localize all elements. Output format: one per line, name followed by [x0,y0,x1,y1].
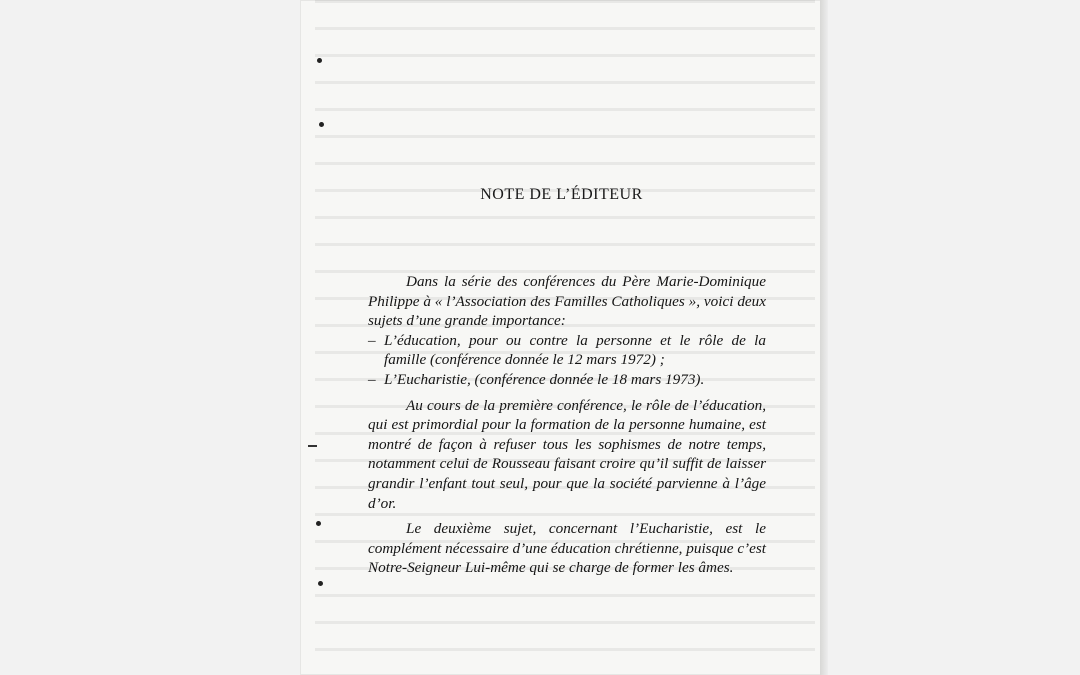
dash-marker: – [368,331,376,349]
paragraph-eucharist: Le deuxième sujet, concernant l’Eucharistie, est le complément nécessaire d’une éducation chrétienne, puisque c’est Notre-Seigneur Lui-même qui se charge de former les âmes. [368,520,766,577]
dash-marker: – [368,370,376,388]
body-text [368,272,766,578]
margin-tick [308,445,317,447]
page-title: NOTE DE L’ÉDITEUR [480,186,643,203]
binding-hole-3 [316,521,321,526]
intro-paragraph: Dans la série des conférences du Père Marie-Dominique Philippe à « l’Association des Familles Catholiques », voici deux sujets d’une grande importance: [368,273,766,330]
list-item-text: L’éducation, pour ou contre la personne et le rôle de la famille (conférence donnée le 12 mars 1972) ; [384,331,766,369]
binding-hole-1 [317,58,322,63]
list-item [368,331,766,370]
binding-hole-4 [318,581,323,586]
page-edge [820,0,828,675]
paragraph-education: Au cours de la première conférence, le rôle de l’éducation, qui est primordial pour la formation de la personne humaine, est montré de façon à refuser tous les sophismes de notre temps, notamment celui de Rousseau faisant croire qu’il suffit de laisser grandir l’enfant tout seul, pour que la société parvienne à l’âge d’or. [368,396,766,512]
binding-hole-2 [319,122,324,127]
list-item [368,370,766,390]
list-item-text: L’Eucharistie, (conférence donnée le 18 mars 1973). [384,370,705,388]
